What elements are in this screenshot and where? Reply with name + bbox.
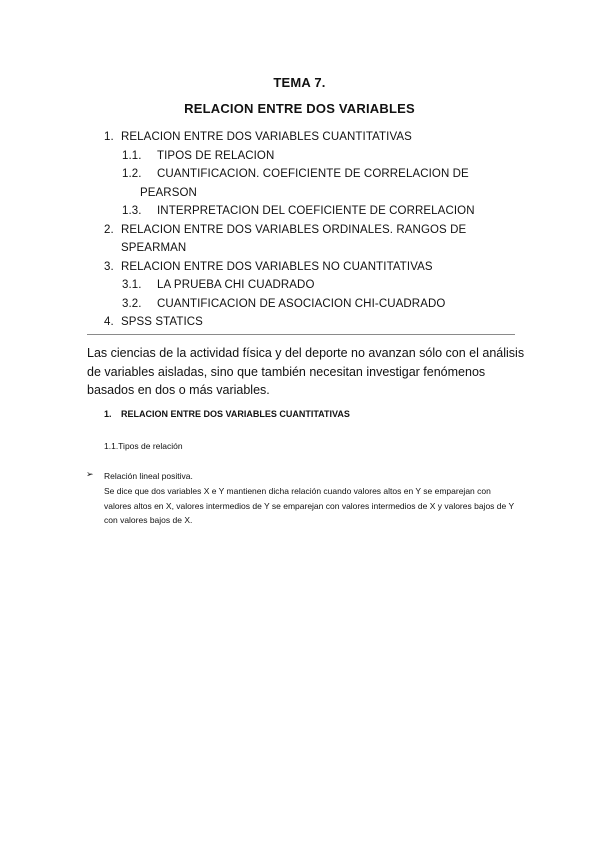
- toc-item-number: 3.2.: [122, 297, 142, 310]
- toc-item: [0, 128, 599, 147]
- toc-item-text: RELACION ENTRE DOS VARIABLES NO CUANTITATIVAS: [121, 260, 433, 273]
- toc-item-text: PEARSON: [140, 186, 197, 199]
- toc-subitem: [0, 276, 599, 295]
- bullet-title: Relación lineal positiva.: [104, 471, 193, 481]
- toc-item-text: CUANTIFICACION DE ASOCIACION CHI-CUADRADO: [157, 297, 446, 310]
- toc-item: [0, 313, 599, 332]
- toc-item-number: 1.1.: [122, 149, 142, 162]
- toc-item-text: CUANTIFICACION. COEFICIENTE DE CORRELACION DE: [157, 168, 469, 180]
- toc-subitem: [0, 165, 599, 184]
- toc-item-continuation: [0, 239, 599, 258]
- horizontal-divider: [87, 334, 515, 335]
- toc-item-text: RELACION ENTRE DOS VARIABLES ORDINALES. RANGOS DE: [121, 223, 467, 236]
- section-title: RELACION ENTRE DOS VARIABLES CUANTITATIVAS: [121, 409, 350, 419]
- toc-item-text: SPEARMAN: [121, 242, 187, 254]
- toc-item-number: 4.: [104, 316, 114, 328]
- toc-item-number: 1.3.: [122, 205, 142, 217]
- subsection-heading: 1.1.Tipos de relación: [104, 441, 183, 451]
- toc-item-number: 1.2.: [122, 168, 142, 180]
- toc-item-continuation: [0, 184, 599, 203]
- toc-item-text: RELACION ENTRE DOS VARIABLES CUANTITATIVAS: [121, 131, 412, 143]
- toc-subitem: [0, 147, 599, 166]
- toc-item-number: 1.: [104, 131, 114, 143]
- toc-item: [0, 258, 599, 277]
- toc-item-text: LA PRUEBA CHI CUADRADO: [157, 279, 315, 291]
- toc-item-number: 3.: [104, 260, 114, 273]
- section-heading: [104, 409, 350, 419]
- section-number: 1.: [104, 409, 112, 419]
- page-title: RELACION ENTRE DOS VARIABLES: [184, 101, 415, 116]
- bullet-body: Se dice que dos variables X e Y mantienen dicha relación cuando valores altos en Y se emparejan con valores altos en X, valores intermedios de Y se emparejan con valores intermedios de X y valores bajos de Y con valores bajos de X.: [104, 486, 514, 525]
- table-of-contents: [0, 128, 599, 332]
- toc-item-number: 3.1.: [122, 279, 142, 291]
- topic-number: TEMA 7.: [273, 75, 326, 90]
- toc-item: [0, 221, 599, 240]
- toc-subitem: [0, 202, 599, 221]
- arrow-bullet-icon: ➢: [86, 469, 94, 479]
- toc-item-number: 2.: [104, 223, 114, 236]
- toc-item-text: INTERPRETACION DEL COEFICIENTE DE CORRELACION: [157, 205, 475, 217]
- toc-item-text: SPSS STATICS: [121, 316, 203, 328]
- toc-item-text: TIPOS DE RELACION: [157, 149, 275, 162]
- toc-subitem: [0, 295, 599, 314]
- intro-paragraph: Las ciencias de la actividad física y del deporte no avanzan sólo con el análisis de variables aisladas, sino que también necesitan investigar fenómenos basados en dos o más variables.: [87, 346, 525, 397]
